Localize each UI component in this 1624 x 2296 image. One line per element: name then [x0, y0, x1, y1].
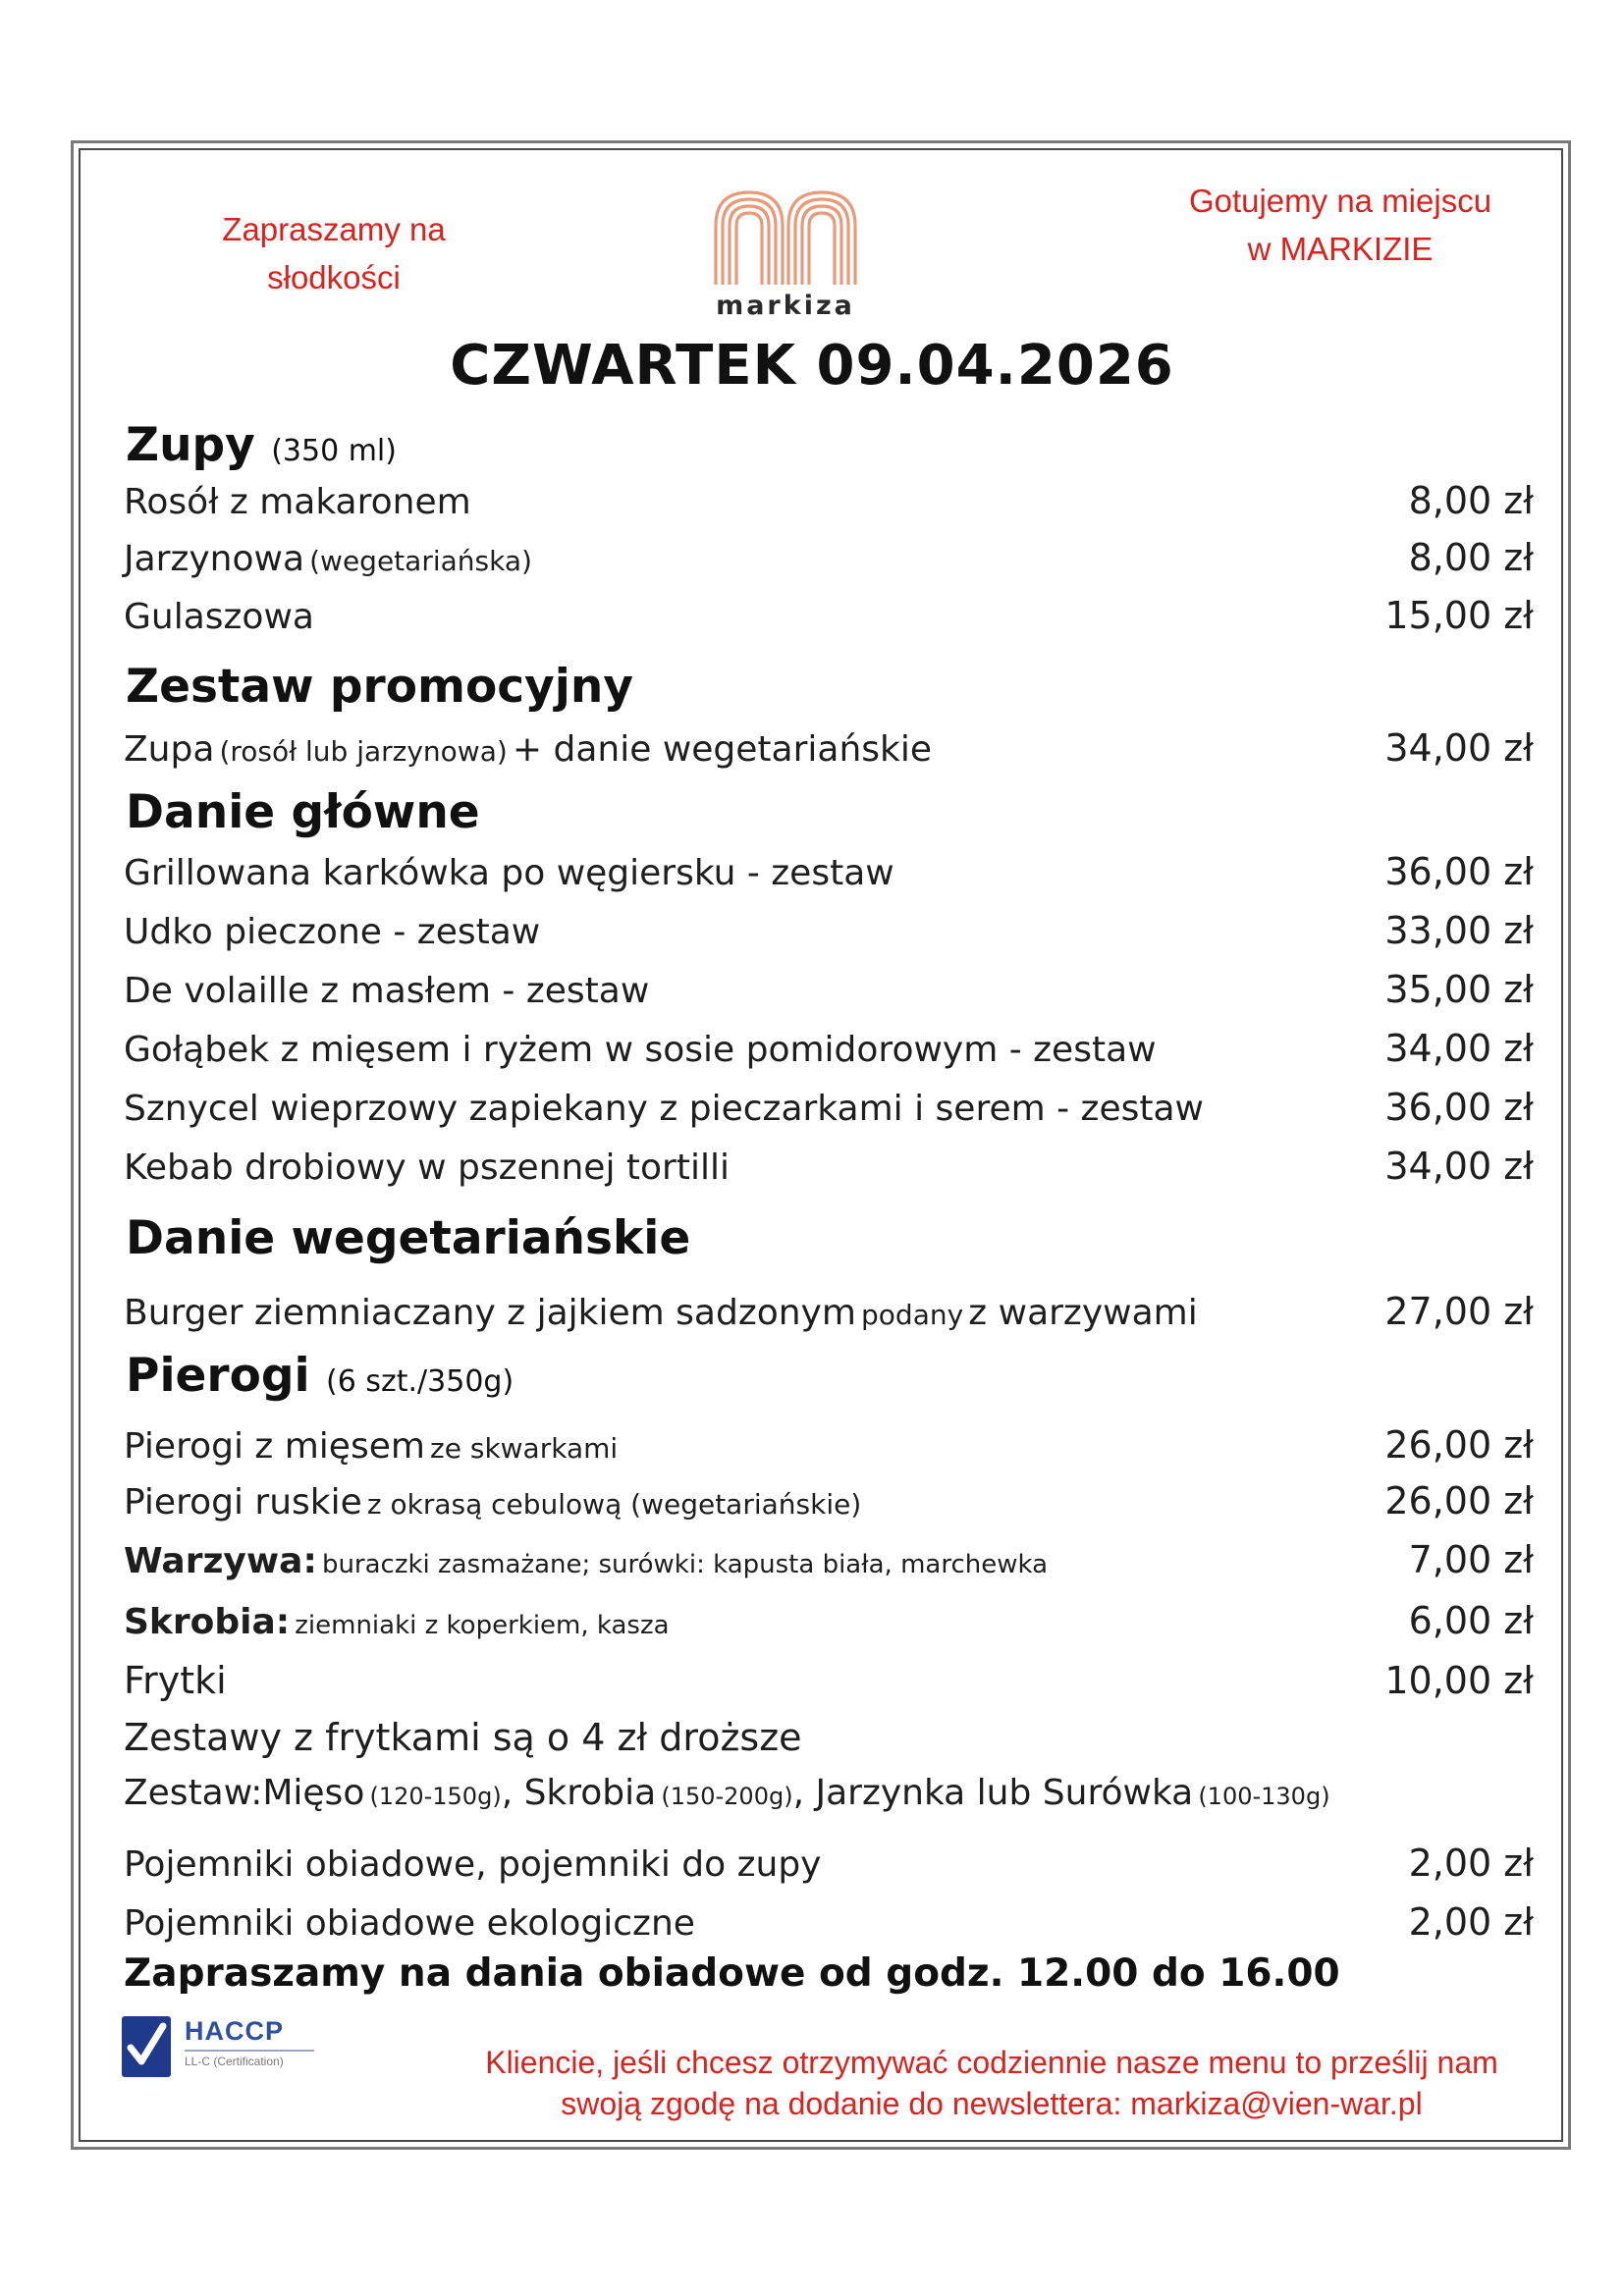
item-price: 27,00 zł [1384, 1290, 1534, 1333]
menu-item-promo [124, 726, 1534, 777]
day-title: CZWARTEK 09.04.2026 [450, 334, 1174, 398]
haccp-title: HACCP [185, 2016, 285, 2046]
section-zupy [126, 418, 397, 472]
item-price: 2,00 zł [1408, 1900, 1534, 1944]
item-name: Jarzynowa [124, 539, 305, 579]
item-name: Pojemniki obiadowe, pojemniki do zupy [124, 1844, 822, 1885]
menu-item-rosol [124, 479, 1534, 530]
menu-item-warzywa [124, 1538, 1534, 1589]
note-zestaw-veg: , Jarzynka lub Surówka [792, 1773, 1194, 1813]
section-pierogi [126, 1349, 514, 1403]
menu-item-gulaszowa [124, 594, 1534, 645]
item-price: 15,00 zł [1384, 594, 1534, 637]
item-note: ziemniaki z koperkiem, kasza [295, 1611, 670, 1640]
menu-item-golabek [124, 1027, 1534, 1078]
cooking-note [1149, 177, 1532, 273]
item-price: 10,00 zł [1384, 1659, 1534, 1702]
section-title: Zupy [126, 418, 255, 472]
menu-item-pierogi-ruskie [124, 1479, 1534, 1530]
section-wege [126, 1211, 690, 1265]
item-note: z okrasą cebulową (wegetariańskie) [366, 1488, 862, 1521]
menu-item-udko [124, 909, 1534, 960]
item-price: 8,00 zł [1408, 479, 1534, 522]
item-price: 7,00 zł [1408, 1538, 1534, 1581]
markiza-logo-mark [712, 187, 859, 285]
item-name: Gołąbek z mięsem i ryżem w sosie pomidorowym - zestaw [124, 1030, 1157, 1070]
item-name-continued: + danie wegetariańskie [512, 729, 933, 770]
item-name: Pojemniki obiadowe ekologiczne [124, 1903, 695, 1944]
section-note: (350 ml) [271, 434, 397, 468]
newsletter-line2: swoją zgodę na dodanie do newslettera: markiza@vien-war.pl [561, 2086, 1423, 2121]
section-note: (6 szt./350g) [326, 1364, 514, 1399]
item-price: 34,00 zł [1384, 726, 1534, 770]
item-note: ze skwarkami [430, 1432, 619, 1465]
item-name: Gulaszowa [124, 597, 314, 637]
note-zestaw-meat-weight: (120-150g) [369, 1783, 502, 1810]
note-zestaw-meat: Zestaw:Mięso [124, 1773, 365, 1813]
sweets-invitation [187, 205, 481, 301]
haccp-divider [185, 2050, 314, 2052]
menu-item-skrobia [124, 1599, 1534, 1650]
item-price: 36,00 zł [1384, 850, 1534, 893]
lunch-hours: Zapraszamy na dania obiadowe od godz. 12.00 do 16.00 [124, 1951, 1340, 1996]
menu-item-frytki [124, 1659, 1534, 1710]
cooking-note-line2: w MARKIZIE [1247, 231, 1434, 267]
item-price: 36,00 zł [1384, 1086, 1534, 1129]
item-name: Warzywa: [124, 1541, 317, 1581]
item-price: 34,00 zł [1384, 1145, 1534, 1188]
item-name: Zupa [124, 729, 215, 770]
note-zestaw-starch-weight: (150-200g) [661, 1783, 793, 1810]
note-text: Zestawy z frytkami są o 4 zł droższe [124, 1716, 802, 1759]
item-name: De volaille z masłem - zestaw [124, 971, 650, 1011]
item-note: podany [861, 1299, 964, 1331]
item-name: Grillowana karkówka po węgiersku - zestaw [124, 853, 894, 893]
note-zestaw [124, 1773, 1534, 1824]
item-note: (wegetariańska) [309, 545, 532, 577]
checkmark-icon [122, 2016, 171, 2077]
note-frytki [124, 1716, 1534, 1767]
haccp-subtitle: LL-C (Certification) [185, 2055, 284, 2068]
sweets-invitation-line2: słodkości [267, 259, 401, 295]
item-price: 26,00 zł [1384, 1479, 1534, 1522]
menu-item-jarzynowa [124, 536, 1534, 587]
menu-item-kebab [124, 1145, 1534, 1196]
note-zestaw-veg-weight: (100-130g) [1198, 1783, 1330, 1810]
menu-item-pierogi-mieso [124, 1423, 1534, 1474]
section-title: Danie główne [126, 785, 480, 839]
item-name: Frytki [124, 1659, 227, 1702]
menu-item-devolaille [124, 968, 1534, 1019]
item-price: 34,00 zł [1384, 1027, 1534, 1070]
item-name: Skrobia: [124, 1602, 291, 1642]
item-name-continued: z warzywami [968, 1293, 1198, 1333]
item-name: Sznycel wieprzowy zapiekany z pieczarkami i serem - zestaw [124, 1089, 1204, 1129]
item-price: 2,00 zł [1408, 1842, 1534, 1885]
item-price: 35,00 zł [1384, 968, 1534, 1011]
item-name: Rosół z makaronem [124, 482, 471, 522]
item-name: Pierogi ruskie [124, 1482, 362, 1522]
section-title: Danie wegetariańskie [126, 1211, 691, 1265]
section-title: Zestaw promocyjny [126, 660, 633, 714]
item-price: 8,00 zł [1408, 536, 1534, 579]
newsletter-note [432, 2042, 1551, 2124]
menu-item-pojemniki [124, 1842, 1534, 1893]
item-name: Burger ziemniaczany z jajkiem sadzonym [124, 1293, 856, 1333]
menu-item-burger [124, 1290, 1534, 1341]
markiza-logo [707, 187, 864, 329]
item-price: 33,00 zł [1384, 909, 1534, 952]
item-name: Kebab drobiowy w pszennej tortilli [124, 1148, 730, 1188]
menu-item-karkowka [124, 850, 1534, 901]
logo-text: markiza [716, 291, 855, 321]
menu-item-sznycel [124, 1086, 1534, 1137]
haccp-badge [122, 2016, 314, 2085]
item-note: (rosół lub jarzynowa) [219, 735, 508, 768]
sweets-invitation-line1: Zapraszamy na [222, 211, 446, 247]
newsletter-line1: Kliencie, jeśli chcesz otrzymywać codziennie nasze menu to prześlij nam [485, 2045, 1498, 2080]
item-name: Pierogi z mięsem [124, 1426, 425, 1467]
item-name: Udko pieczone - zestaw [124, 912, 541, 952]
section-title: Pierogi [126, 1349, 310, 1403]
note-zestaw-starch: , Skrobia [501, 1773, 657, 1813]
cooking-note-line1: Gotujemy na miejscu [1188, 183, 1492, 219]
item-price: 26,00 zł [1384, 1423, 1534, 1467]
section-promo [126, 660, 633, 714]
item-price: 6,00 zł [1408, 1599, 1534, 1642]
section-glowne [126, 785, 480, 839]
menu-item-pojemniki-eko [124, 1900, 1534, 1951]
item-note: buraczki zasmażane; surówki: kapusta biała, marchewka [321, 1550, 1049, 1579]
